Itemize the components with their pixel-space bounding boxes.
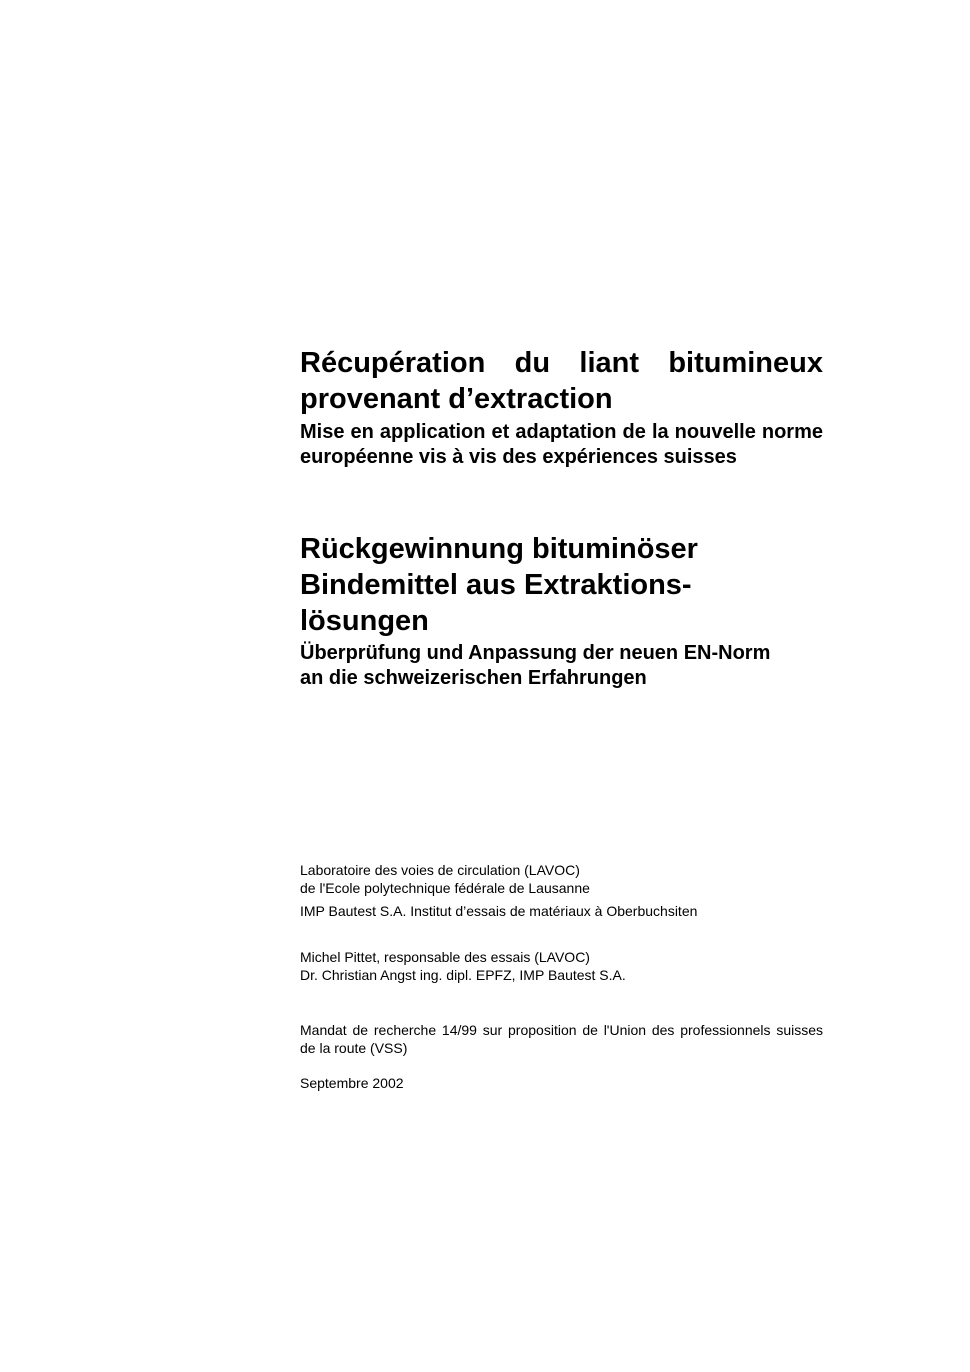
german-subtitle-line: an die schweizerischen Erfahrungen [300,667,647,689]
institution-line: Laboratoire des voies de circulation (LAVOC) [300,862,580,878]
institution-line: de l'Ecole polytechnique fédérale de Lausanne [300,880,590,896]
mandate-text: Mandat de recherche 14/99 sur proposition de l'Union des professionnels suisses de la route (VSS) [300,1022,823,1056]
institution-line: IMP Bautest S.A. Institut d’essais de matériaux à Oberbuchsiten [300,903,698,919]
publication-date: Septembre 2002 [300,1075,404,1091]
german-title-line: lösungen [300,605,429,637]
author-line: Michel Pittet, responsable des essais (LAVOC) [300,949,590,965]
french-heading [300,345,823,470]
french-title: Récupération du liant bitumineux provenant d’extraction [300,347,823,415]
institutions [300,861,823,920]
german-title [300,531,823,639]
german-title-line: Rückgewinnung bituminöser [300,533,698,565]
german-subtitle [300,641,823,691]
author-line: Dr. Christian Angst ing. dipl. EPFZ, IMP Bautest S.A. [300,967,626,983]
german-title-line: Bindemittel aus Extraktions- [300,569,692,601]
german-subtitle-line: Überprüfung und Anpassung der neuen EN-Norm [300,642,771,664]
german-heading [300,531,823,691]
french-subtitle: Mise en application et adaptation de la nouvelle norme européenne vis à vis des expériences suisses [300,421,823,468]
authors [300,948,823,984]
